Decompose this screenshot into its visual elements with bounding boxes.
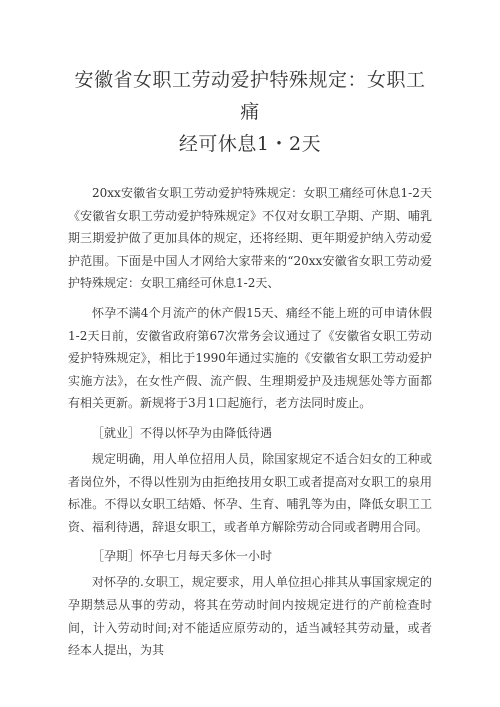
section-heading-pregnancy: ［孕期］怀孕七月每天多休一小时: [92, 549, 273, 564]
document-title: [68, 64, 432, 160]
title-line-2: 经可休息1・2天: [178, 133, 322, 155]
title-line-1: 安徽省女职工劳动爱护特殊规定：女职工痛: [74, 69, 426, 123]
summary-paragraph: 怀孕不满4个月流产的休产假15天、痛经不能上班的可申请休假1-2天日前，安徽省政府第67次常务会议通过了《安徽省女职工劳动爱护特殊规定》，相比于1990年通过实施的《安徽省女职工劳动爱护实施方法》，在女性产假、流产假、生理期爱护及违规惩处等方面都有相关更新。新规将于3月1口起施行，老方法同时废止。: [68, 305, 432, 411]
section-text-pregnancy: 对怀孕的.女职工，规定要求，用人单位担心排其从事国家规定的孕期禁忌从事的劳动，将其在劳动时间内按规定进行的产前检查时间，计入劳动时间;对不能适应原劳动的，适当减轻其劳动量，或者经本人提出，为其: [68, 575, 432, 658]
intro-paragraph: 20xx安徽省女职工劳动爱护特殊规定：女职工痛经可休息1-2天《安徽省女职工劳动爱护特殊规定》不仅对女职工孕期、产期、哺乳期三期爱护做了更加具体的规定，还将经期、更年期爱护纳入劳动爱护范围。下面是中国人才网给大家带来的“20xx安徽省女职工劳动爱护特殊规定：女职工痛经可休息1-2天、: [68, 186, 432, 291]
section-text-employment: 规定明确，用人单位招用人员，除国家规定不适合妇女的工种或者岗位外，不得以性别为由拒绝技用女职工或者提高对女职工的泉用标准。不得以女职工结婚、怀孕、生育、哺乳等为由，降低女职工工资、福利待遇，辞退女职工，或者单方解除劳动合同或者聘用合同。: [68, 451, 432, 534]
section-heading-employment: ［就业］不得以怀孕为由降低待遇: [92, 425, 273, 440]
document-body: [68, 182, 432, 662]
